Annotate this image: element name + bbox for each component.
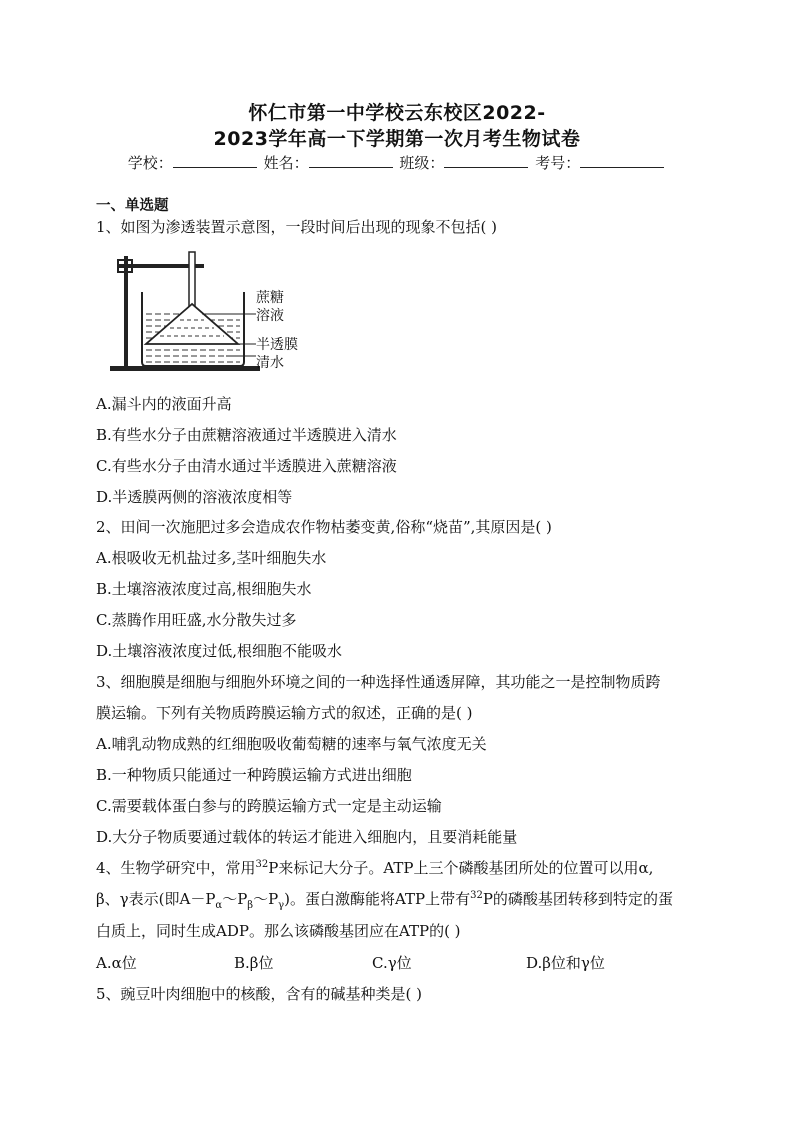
q2-stem: 2、田间一次施肥过多会造成农作物枯萎变黄,俗称“烧苗”,其原因是( ) xyxy=(96,518,552,536)
q4-l2-text-a: β、γ表示(即A－P xyxy=(96,890,216,908)
label-solution: 溶液 xyxy=(256,308,284,324)
exam-title-line2: 2023学年高一下学期第一次月考生物试卷 xyxy=(213,128,581,150)
exam-no-label: 考号： xyxy=(535,154,581,172)
q4-sub-beta: β xyxy=(247,900,254,911)
q2-option-a[interactable]: A.根吸收无机盐过多,茎叶细胞失水 xyxy=(96,549,327,567)
q4-l2-text-e: P的磷酸基团转移到特定的蛋 xyxy=(482,890,673,908)
q4-option-a[interactable]: A.α位 xyxy=(96,954,137,972)
q1-stem: 1、如图为渗透装置示意图，一段时间后出现的现象不包括( ) xyxy=(96,218,498,236)
q1-option-a[interactable]: A.漏斗内的液面升高 xyxy=(96,395,232,413)
q4-l2-text-b: ～P xyxy=(222,890,248,908)
q1-option-c[interactable]: C.有些水分子由清水通过半透膜进入蔗糖溶液 xyxy=(96,457,397,475)
q3-option-b[interactable]: B.一种物质只能通过一种跨膜运输方式进出细胞 xyxy=(96,766,412,784)
q4-option-d[interactable]: D.β位和γ位 xyxy=(526,954,605,972)
q4-option-b[interactable]: B.β位 xyxy=(234,954,274,972)
student-info-line xyxy=(0,152,794,173)
q3-stem-line1: 3、细胞膜是细胞与细胞外环境之间的一种选择性通透屏障，其功能之一是控制物质跨 xyxy=(96,673,661,691)
q3-option-c[interactable]: C.需要载体蛋白参与的跨膜运输方式一定是主动运输 xyxy=(96,797,442,815)
q4-stem-line3: 白质上，同时生成ADP。那么该磷酸基团应在ATP的( ) xyxy=(96,922,461,940)
q4-sub-alpha: α xyxy=(215,900,223,911)
section-title: 一、单选题 xyxy=(96,198,169,214)
school-field[interactable] xyxy=(173,153,257,168)
name-label: 姓名： xyxy=(263,154,309,172)
label-membrane: 半透膜 xyxy=(256,337,298,353)
q1-option-b[interactable]: B.有些水分子由蔗糖溶液通过半透膜进入清水 xyxy=(96,426,397,444)
exam-title-line1: 怀仁市第一中学校云东校区2022- xyxy=(248,102,546,124)
class-field[interactable] xyxy=(444,153,528,168)
funnel-tube xyxy=(189,252,195,306)
label-water: 清水 xyxy=(256,355,284,371)
funnel xyxy=(146,304,238,344)
q2-option-c[interactable]: C.蒸腾作用旺盛,水分散失过多 xyxy=(96,611,297,629)
q2-option-b[interactable]: B.土壤溶液浓度过高,根细胞失水 xyxy=(96,580,312,598)
q4-l2-text-c: ～P xyxy=(253,890,279,908)
label-sucrose: 蔗糖 xyxy=(256,290,284,306)
school-label: 学校： xyxy=(127,154,173,172)
q1-option-d[interactable]: D.半透膜两侧的溶液浓度相等 xyxy=(96,488,293,506)
q4-option-c[interactable]: C.γ位 xyxy=(372,954,412,972)
q4-stem-line2 xyxy=(96,888,673,911)
q4-l1-text-b: P来标记大分子。ATP上三个磷酸基团所处的位置可以用α, xyxy=(268,859,654,877)
q4-stem-line1 xyxy=(96,857,653,878)
q3-option-a[interactable]: A.哺乳动物成熟的红细胞吸收葡萄糖的速率与氧气浓度无关 xyxy=(96,735,487,753)
q4-isotope-sup-2: 32 xyxy=(470,890,483,901)
q4-l1-text-a: 4、生物学研究中，常用 xyxy=(96,859,256,877)
q2-option-d[interactable]: D.土壤溶液浓度过低,根细胞不能吸水 xyxy=(96,642,343,660)
q3-stem-line2: 膜运输。下列有关物质跨膜运输方式的叙述，正确的是( ) xyxy=(96,704,473,722)
name-field[interactable] xyxy=(309,153,393,168)
q3-option-d[interactable]: D.大分子物质要通过载体的转运才能进入细胞内，且要消耗能量 xyxy=(96,828,518,846)
osmosis-apparatus-figure xyxy=(106,248,316,378)
q4-l2-text-d: )。蛋白激酶能将ATP上带有 xyxy=(284,890,471,908)
class-label: 班级： xyxy=(399,154,445,172)
q4-sub-gamma: γ xyxy=(278,900,285,911)
q5-stem: 5、豌豆叶肉细胞中的核酸，含有的碱基种类是( ) xyxy=(96,985,423,1003)
exam-no-field[interactable] xyxy=(580,153,664,168)
q4-isotope-sup: 32 xyxy=(255,859,269,870)
